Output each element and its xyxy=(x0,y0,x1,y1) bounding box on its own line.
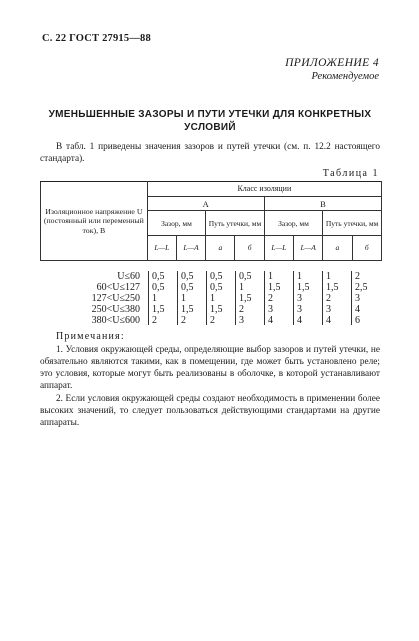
clearance-header-b: Зазор, мм xyxy=(264,211,322,236)
note-item: 1. Условия окружающей среды, определяющие выбор зазоров и путей утечки, не обязательно являются такими, как в помещении, где может быть установлено реле; это условия, которые могут быть реализованы в оболочке, в которой устанавливают аппарат. xyxy=(40,345,380,391)
table-caption: Таблица 1 xyxy=(322,168,379,179)
table-cell: 1 xyxy=(239,282,244,293)
class-b-header: В xyxy=(264,197,381,211)
note-item: 2. Если условия окружающей среды создают необходимость в применении более высоких значений, то следует пользоваться действующими стандартами на другие аппараты. xyxy=(40,394,380,428)
sub-header: L—L xyxy=(147,236,176,261)
table-cell: 0,5 xyxy=(210,271,223,282)
sub-header: L—A xyxy=(176,236,205,261)
table-cell: 0,5 xyxy=(181,271,194,282)
sub-header: L—A xyxy=(294,236,323,261)
intro-paragraph: В табл. 1 приведены значения зазоров и путей утечки (см. п. 12.2 настоящего стандарта). xyxy=(40,142,380,164)
voltage-label: 380<U≤600 xyxy=(91,315,140,326)
class-a-header: А xyxy=(147,197,264,211)
table-cell: 1,5 xyxy=(239,293,252,304)
table-cell: 2 xyxy=(326,293,331,304)
table-cell: 0,5 xyxy=(152,271,165,282)
table-cell: 3 xyxy=(297,304,302,315)
table-cell: 6 xyxy=(355,315,360,326)
table-cell: 1 xyxy=(210,293,215,304)
table-cell: 1 xyxy=(181,293,186,304)
voltage-label: 250<U≤380 xyxy=(91,304,140,315)
sub-header: б xyxy=(235,236,264,261)
table-row xyxy=(40,315,382,327)
creepage-header-b: Путь утечки, мм xyxy=(323,211,382,236)
table-cell: 1 xyxy=(268,271,273,282)
table-cell: 3 xyxy=(297,293,302,304)
appendix-subtitle: Рекомендуемое xyxy=(311,71,379,82)
sub-header: L—L xyxy=(264,236,293,261)
notes-title: Примечания: xyxy=(56,331,125,342)
table-cell: 1,5 xyxy=(297,282,310,293)
sub-header: а xyxy=(206,236,235,261)
table-cell: 3 xyxy=(355,293,360,304)
table-cell: 2 xyxy=(239,304,244,315)
clearance-header-a: Зазор, мм xyxy=(147,211,205,236)
page-header: С. 22 ГОСТ 27915—88 xyxy=(42,33,151,44)
table-cell: 4 xyxy=(297,315,302,326)
table-cell: 1 xyxy=(297,271,302,282)
creepage-header-a: Путь утечки, мм xyxy=(206,211,265,236)
voltage-label: U≤60 xyxy=(117,271,140,282)
table-cell: 4 xyxy=(326,315,331,326)
table-cell: 4 xyxy=(355,304,360,315)
table-cell: 0,5 xyxy=(181,282,194,293)
table-cell: 1,5 xyxy=(181,304,194,315)
table-cell: 3 xyxy=(326,304,331,315)
table-cell: 1 xyxy=(326,271,331,282)
voltage-label: 60<U≤127 xyxy=(96,282,140,293)
table-cell: 3 xyxy=(268,304,273,315)
clearance-table-header xyxy=(40,181,382,261)
class-header: Класс изоляции xyxy=(147,182,381,197)
table-cell: 2 xyxy=(268,293,273,304)
table-cell: 1,5 xyxy=(152,304,165,315)
sub-header: б xyxy=(352,236,381,261)
table-cell: 0,5 xyxy=(152,282,165,293)
table-cell: 1,5 xyxy=(268,282,281,293)
table-cell: 4 xyxy=(268,315,273,326)
table-cell: 2 xyxy=(181,315,186,326)
table-cell: 0,5 xyxy=(210,282,223,293)
voltage-label: 127<U≤250 xyxy=(91,293,140,304)
table-cell: 1 xyxy=(152,293,157,304)
table-cell: 2,5 xyxy=(355,282,368,293)
table-cell: 2 xyxy=(355,271,360,282)
appendix-label xyxy=(285,56,379,84)
param-header: Изоляционное напряжение U (постоянный или переменный ток), В xyxy=(41,182,148,261)
table-cell: 1,5 xyxy=(210,304,223,315)
table-cell: 2 xyxy=(210,315,215,326)
sub-header: а xyxy=(323,236,352,261)
table-cell: 1,5 xyxy=(326,282,339,293)
table-cell: 2 xyxy=(152,315,157,326)
table-cell: 3 xyxy=(239,315,244,326)
table-cell: 0,5 xyxy=(239,271,252,282)
section-title: УМЕНЬШЕННЫЕ ЗАЗОРЫ И ПУТИ УТЕЧКИ ДЛЯ КОНКРЕТНЫХ УСЛОВИЙ xyxy=(48,109,372,133)
appendix-title: ПРИЛОЖЕНИЕ 4 xyxy=(285,57,379,69)
